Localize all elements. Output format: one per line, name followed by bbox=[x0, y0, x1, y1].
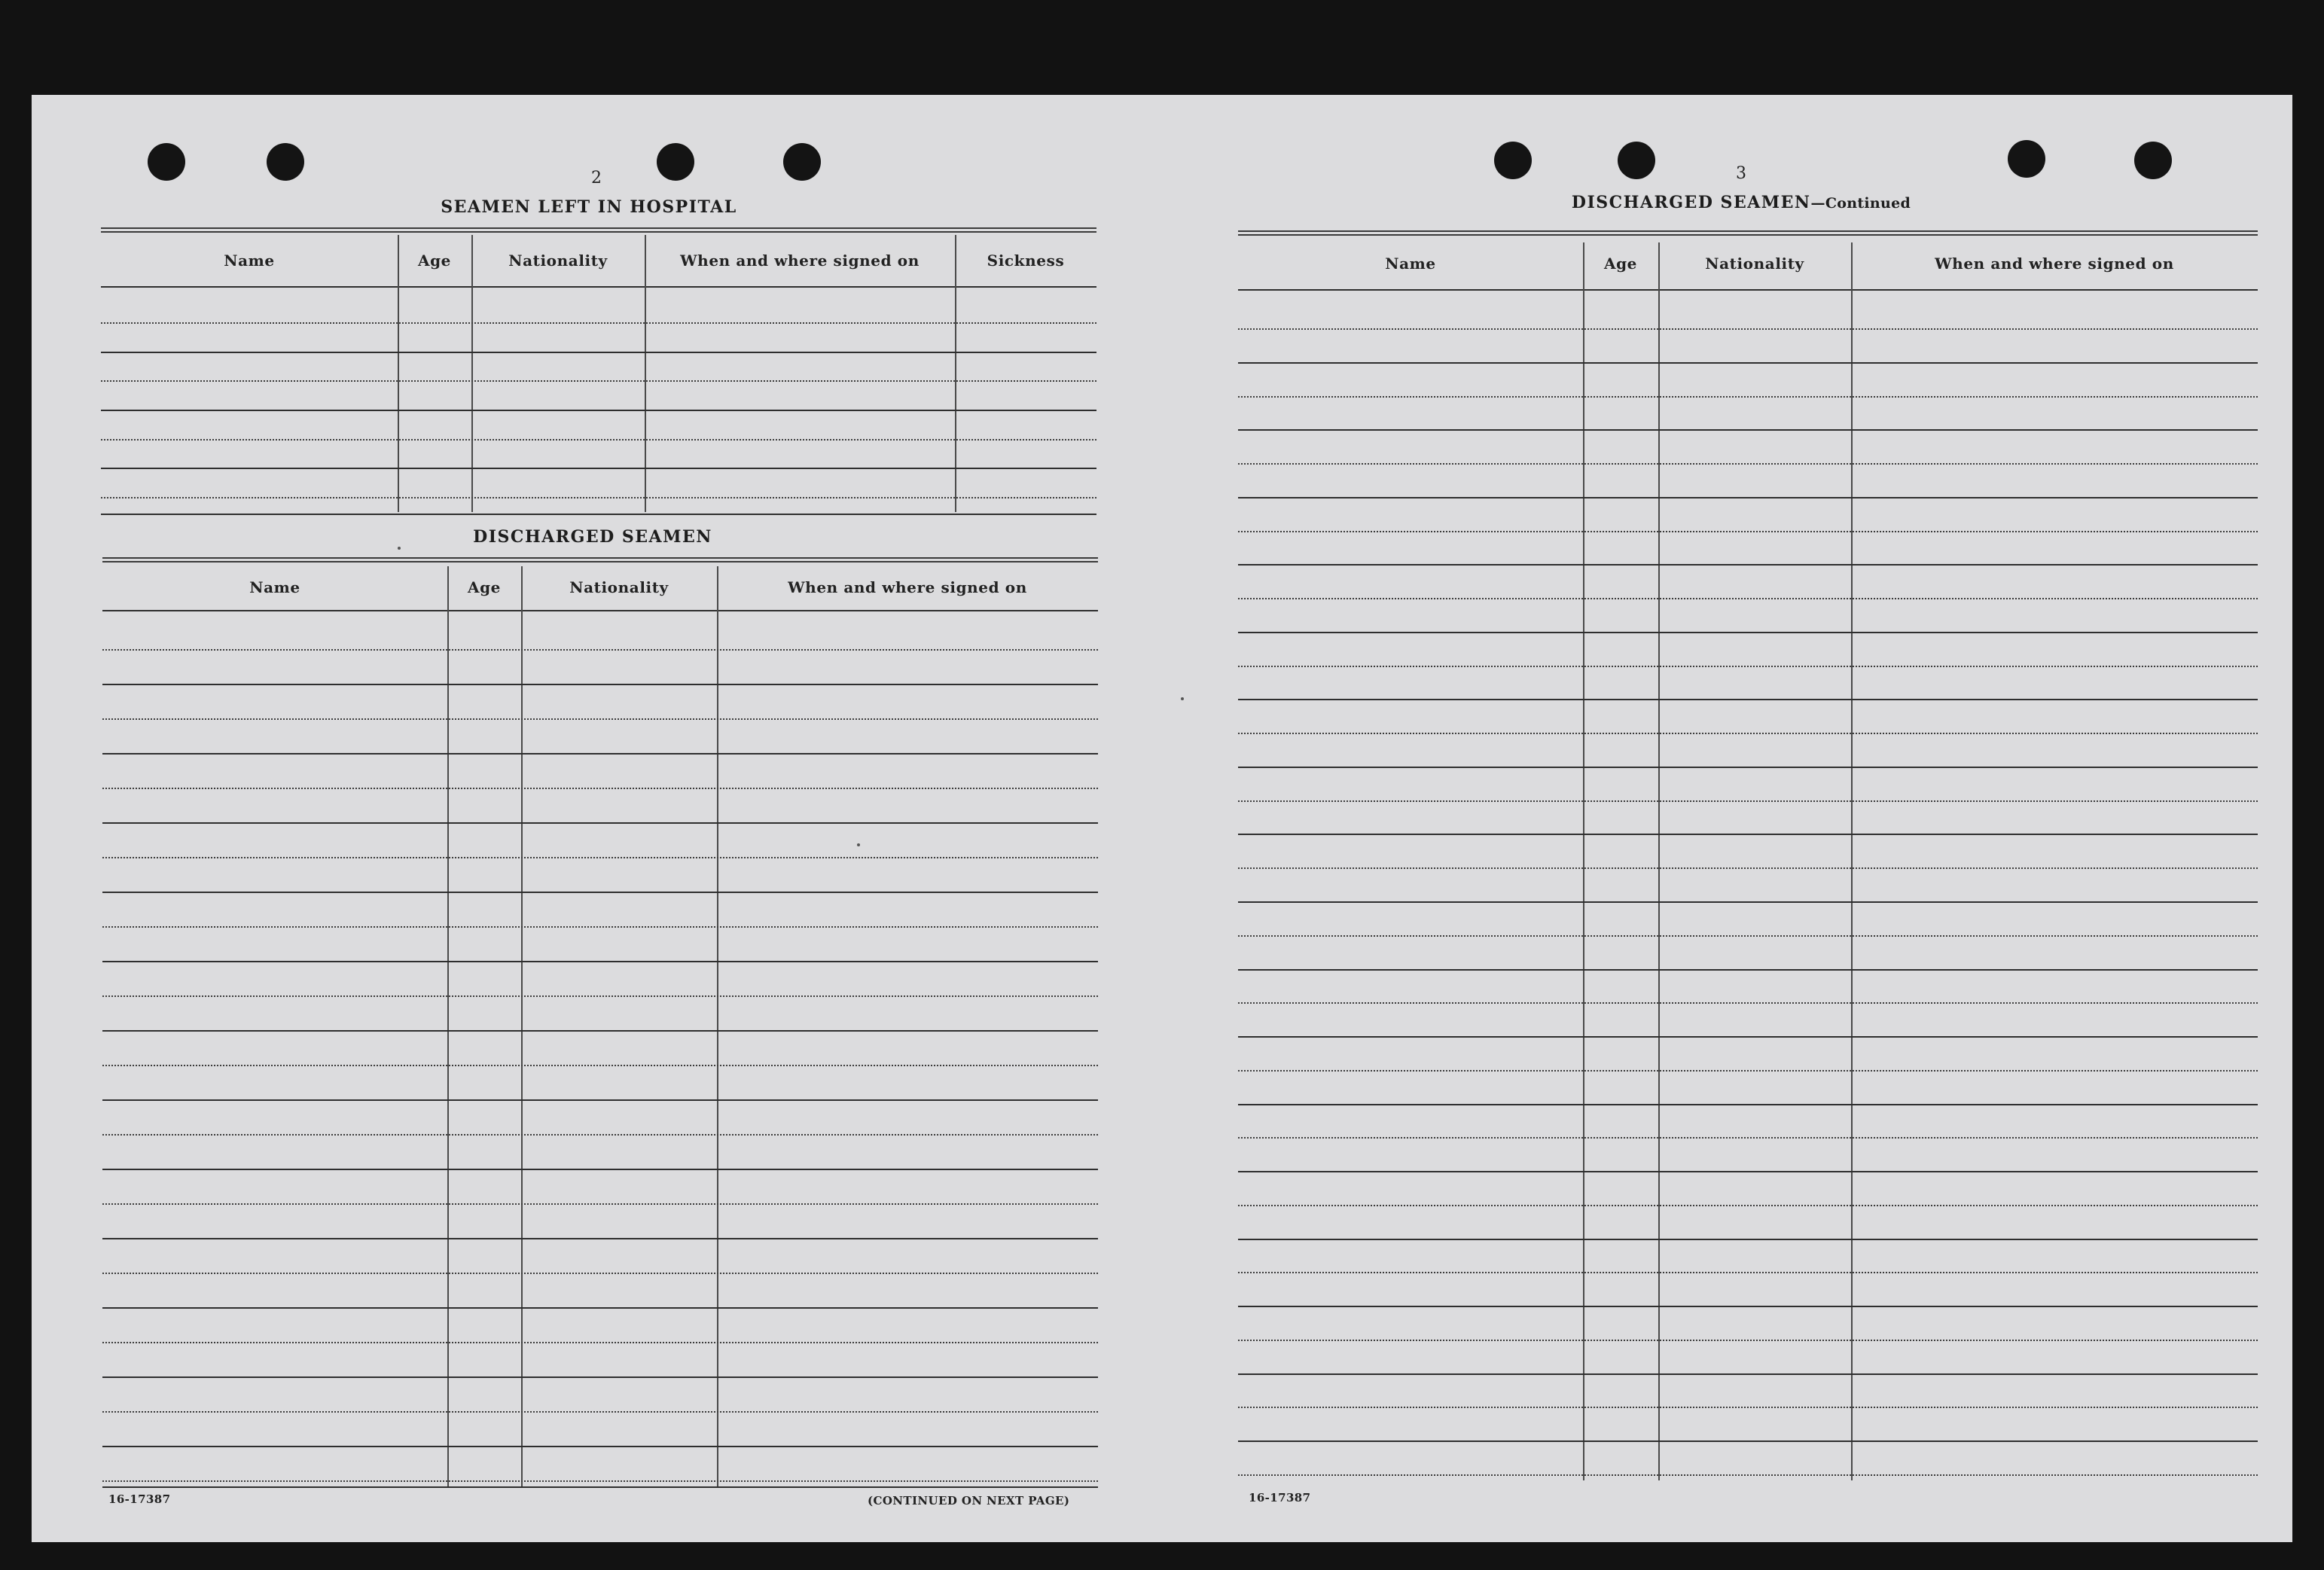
table-row[interactable] bbox=[1238, 396, 2258, 398]
table-bottom-rule bbox=[101, 514, 1096, 515]
column-divider bbox=[645, 235, 646, 512]
column-header-name: Name bbox=[1385, 255, 1436, 273]
column-header-when-and-where-signed-on: When and where signed on bbox=[680, 252, 920, 270]
column-header-nationality: Nationality bbox=[569, 578, 669, 596]
table-row[interactable] bbox=[101, 352, 1096, 353]
table-row[interactable] bbox=[1238, 531, 2258, 532]
table-row[interactable] bbox=[1238, 867, 2258, 869]
header-rule bbox=[1238, 289, 2258, 291]
column-header-nationality: Nationality bbox=[508, 252, 608, 270]
title-text: DISCHARGED SEAMEN bbox=[1571, 193, 1811, 212]
table-row[interactable] bbox=[102, 1411, 1098, 1413]
table-row[interactable] bbox=[102, 822, 1098, 824]
binder-hole bbox=[783, 143, 821, 181]
table-row[interactable] bbox=[1238, 1002, 2258, 1004]
table-row[interactable] bbox=[102, 753, 1098, 755]
table-row[interactable] bbox=[1238, 429, 2258, 431]
discharged-continued-title bbox=[1560, 193, 1922, 212]
table-row[interactable] bbox=[102, 1376, 1098, 1378]
table-row[interactable] bbox=[1238, 1340, 2258, 1341]
table-row[interactable] bbox=[1238, 1171, 2258, 1172]
column-divider bbox=[717, 566, 718, 1488]
binder-hole bbox=[267, 143, 304, 181]
column-divider bbox=[955, 235, 956, 512]
table-row[interactable] bbox=[1238, 767, 2258, 768]
table-row[interactable] bbox=[1238, 800, 2258, 802]
ledger-sheet bbox=[32, 95, 2292, 1542]
table-row[interactable] bbox=[1238, 1272, 2258, 1273]
table-row[interactable] bbox=[101, 410, 1096, 411]
table-row[interactable] bbox=[1238, 1373, 2258, 1375]
binder-hole bbox=[148, 143, 185, 181]
column-header-age: Age bbox=[467, 578, 502, 596]
table-row[interactable] bbox=[1238, 1205, 2258, 1206]
table-row[interactable] bbox=[102, 684, 1098, 685]
table-row[interactable] bbox=[1238, 1407, 2258, 1408]
column-header-when-and-where-signed-on: When and where signed on bbox=[1935, 255, 2174, 273]
table-row[interactable] bbox=[1238, 901, 2258, 903]
table-row[interactable] bbox=[1238, 935, 2258, 937]
table-bottom-rule bbox=[102, 1486, 1098, 1488]
table-row[interactable] bbox=[102, 995, 1098, 997]
hospital-section-title: SEAMEN LEFT IN HOSPITAL bbox=[441, 197, 737, 217]
column-header-name: Name bbox=[249, 578, 300, 596]
table-row[interactable] bbox=[1238, 1474, 2258, 1476]
column-header-sickness: Sickness bbox=[987, 252, 1065, 270]
table-row[interactable] bbox=[1238, 632, 2258, 633]
column-divider bbox=[471, 235, 473, 512]
table-row[interactable] bbox=[102, 718, 1098, 720]
header-rule bbox=[101, 286, 1096, 288]
binder-hole bbox=[657, 143, 694, 181]
table-row[interactable] bbox=[1238, 1137, 2258, 1139]
header-rule bbox=[102, 610, 1098, 611]
table-row[interactable] bbox=[101, 380, 1096, 382]
table-row[interactable] bbox=[1238, 564, 2258, 566]
table-row[interactable] bbox=[1238, 733, 2258, 734]
table-row[interactable] bbox=[102, 1342, 1098, 1343]
table-row[interactable] bbox=[1238, 666, 2258, 667]
column-divider bbox=[1658, 242, 1660, 1480]
form-number-right: 16-17387 bbox=[1249, 1491, 1311, 1504]
binder-hole bbox=[1618, 142, 1655, 179]
column-divider bbox=[521, 566, 523, 1488]
column-divider bbox=[447, 566, 449, 1488]
page-number-left: 2 bbox=[591, 169, 602, 187]
column-header-name: Name bbox=[224, 252, 275, 270]
table-row[interactable] bbox=[1238, 834, 2258, 835]
binder-hole bbox=[2134, 142, 2172, 179]
table-row[interactable] bbox=[101, 439, 1096, 441]
table-row[interactable] bbox=[1238, 1070, 2258, 1072]
table-row[interactable] bbox=[1238, 969, 2258, 971]
table-row[interactable] bbox=[102, 926, 1098, 928]
table-row[interactable] bbox=[1238, 1440, 2258, 1442]
table-row[interactable] bbox=[102, 1273, 1098, 1274]
table-row[interactable] bbox=[102, 1480, 1098, 1482]
table-row[interactable] bbox=[1238, 497, 2258, 498]
table-row[interactable] bbox=[1238, 1306, 2258, 1307]
column-divider bbox=[1583, 242, 1584, 1480]
table-row[interactable] bbox=[102, 1030, 1098, 1032]
form-number-left: 16-17387 bbox=[108, 1492, 171, 1506]
binder-hole bbox=[2008, 140, 2045, 178]
table-row[interactable] bbox=[102, 961, 1098, 962]
table-row[interactable] bbox=[1238, 328, 2258, 330]
column-divider bbox=[1851, 242, 1853, 1480]
table-row[interactable] bbox=[102, 1238, 1098, 1239]
table-row[interactable] bbox=[1238, 1104, 2258, 1105]
table-row[interactable] bbox=[101, 497, 1096, 498]
table-row[interactable] bbox=[102, 857, 1098, 858]
table-row[interactable] bbox=[102, 1134, 1098, 1136]
table-row[interactable] bbox=[102, 788, 1098, 789]
table-row[interactable] bbox=[102, 649, 1098, 651]
table-row[interactable] bbox=[101, 322, 1096, 324]
table-row[interactable] bbox=[1238, 1036, 2258, 1038]
column-divider bbox=[398, 235, 399, 512]
table-row[interactable] bbox=[102, 1169, 1098, 1170]
table-row[interactable] bbox=[1238, 598, 2258, 599]
column-header-age: Age bbox=[417, 252, 452, 270]
title-suffix: —Continued bbox=[1810, 195, 1911, 212]
column-header-when-and-where-signed-on: When and where signed on bbox=[788, 578, 1027, 596]
discharged-section-title: DISCHARGED SEAMEN bbox=[473, 527, 712, 547]
page-number-right: 3 bbox=[1736, 164, 1746, 183]
table-row[interactable] bbox=[1238, 362, 2258, 364]
column-header-nationality: Nationality bbox=[1705, 255, 1804, 273]
table-row[interactable] bbox=[1238, 699, 2258, 700]
table-row[interactable] bbox=[102, 1099, 1098, 1101]
table-row[interactable] bbox=[102, 1203, 1098, 1205]
table-row[interactable] bbox=[102, 1065, 1098, 1066]
table-row[interactable] bbox=[102, 1307, 1098, 1309]
table-row[interactable] bbox=[102, 892, 1098, 893]
table-row[interactable] bbox=[1238, 1239, 2258, 1240]
column-header-age: Age bbox=[1603, 255, 1638, 273]
table-row[interactable] bbox=[1238, 463, 2258, 465]
table-row[interactable] bbox=[102, 1446, 1098, 1447]
table-row[interactable] bbox=[101, 468, 1096, 469]
continued-note: (CONTINUED ON NEXT PAGE) bbox=[868, 1494, 1070, 1508]
binder-hole bbox=[1494, 142, 1532, 179]
